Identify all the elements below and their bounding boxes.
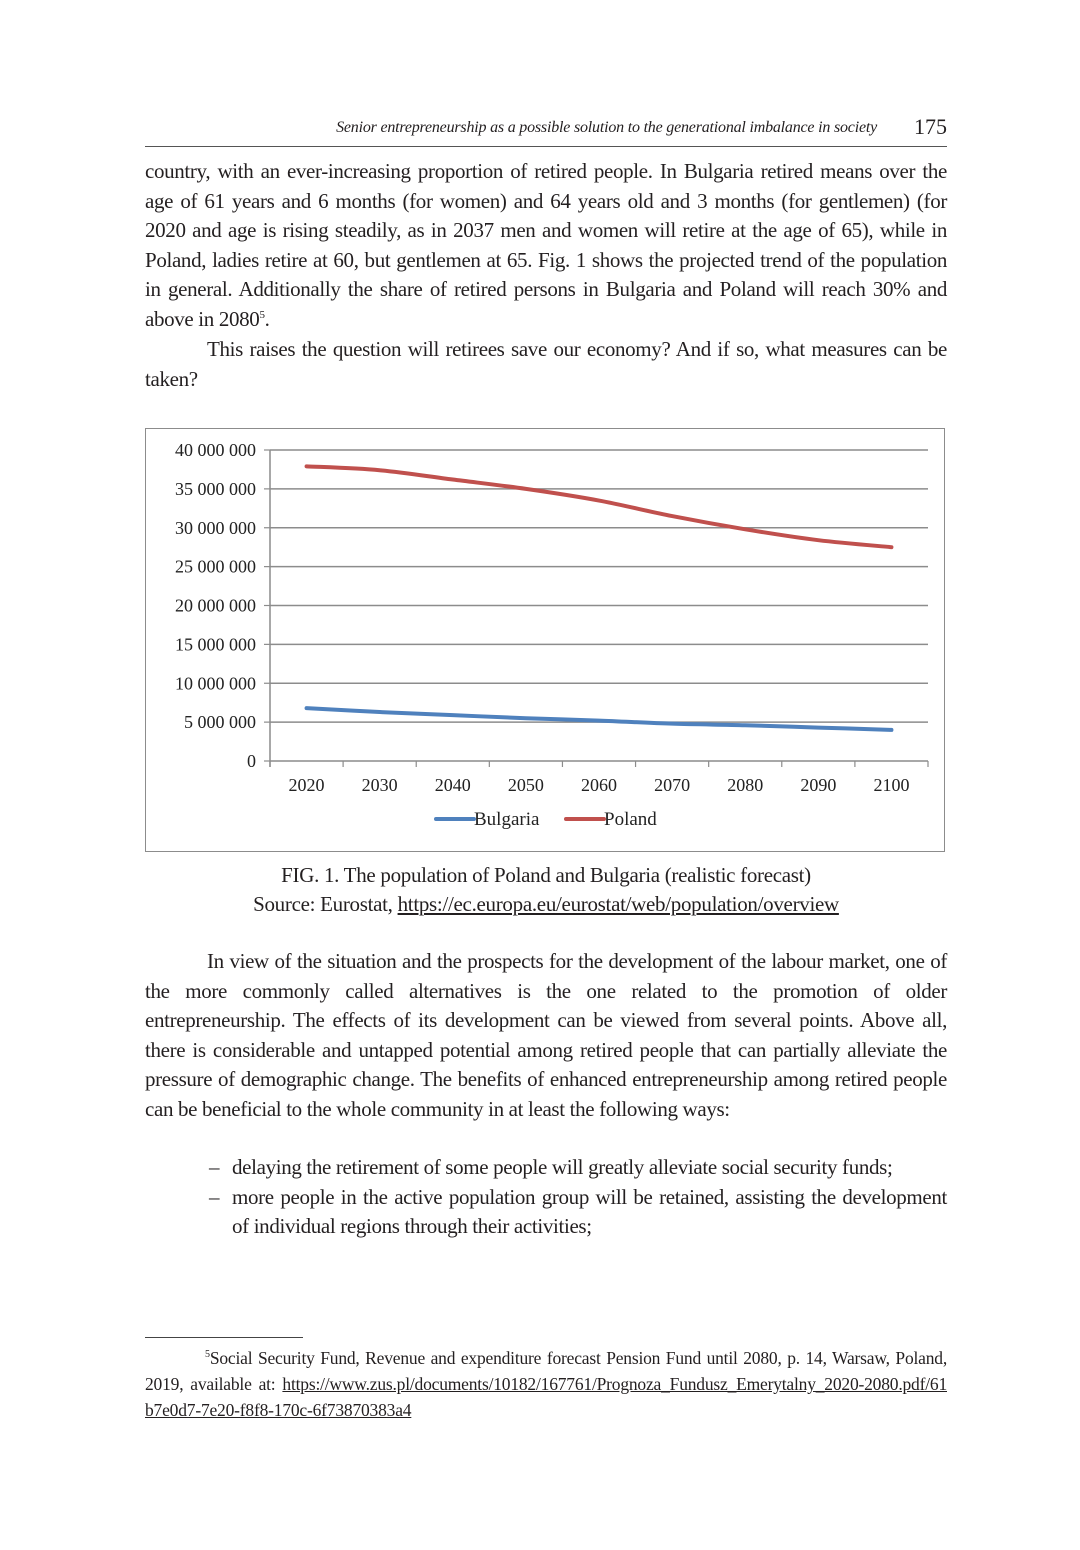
list-dash: – <box>209 1184 220 1209</box>
list-dash: – <box>209 1155 220 1179</box>
y-tick-label: 30 000 000 <box>175 517 256 538</box>
x-tick-label: 2030 <box>361 775 398 795</box>
y-tick-label: 0 <box>247 751 256 771</box>
paragraph-3: In view of the situation and the prospects for the development of the labour market, one of the more commonly called alternatives is the one related to the promotion of older entrepreneurship. The effects of its development can be viewed from several points. Above all, there is considerable and untapped potential among retired people that can partially alleviate the pressure of demographic change. The benefits of enhanced entrepreneurship among retired people can be beneficial to the whole community in at least the following ways: <box>145 949 947 1121</box>
paragraph-1-tail: . <box>264 306 270 331</box>
figure-caption: FIG. 1. The population of Poland and Bulgaria (realistic forecast) <box>281 863 811 887</box>
source-prefix: Source: Eurostat, <box>253 892 398 916</box>
source-link[interactable]: https://ec.europa.eu/eurostat/web/population/overview <box>397 892 839 916</box>
list-item-text: delaying the retirement of some people will greatly alleviate social security funds; <box>232 1155 893 1179</box>
x-tick-label: 2100 <box>873 775 910 795</box>
footnote-divider <box>145 1337 303 1338</box>
page-number: 175 <box>914 114 947 139</box>
running-header <box>145 116 947 147</box>
figure-source <box>145 890 947 919</box>
y-tick-label: 10 000 000 <box>175 673 256 694</box>
y-tick-label: 15 000 000 <box>175 634 256 655</box>
legend-label-poland: Poland <box>604 809 657 830</box>
series-line-bulgaria <box>307 708 892 730</box>
footnote-link[interactable]: https://www.zus.pl/documents/10182/167761/Prognoza_Fundusz_Emerytalny_2020-2080.pdf/61b7e0d7-7e20-f8f8-170c-6f73870383a4 <box>145 1374 947 1420</box>
paragraph-1-text: country, with an ever-increasing proportion of retired people. In Bulgaria retired means over the age of 61 years and 6 months (for women) and 64 years old and 3 months (for gentlemen) (for 2020 and age is rising steadily, as in 2037 men and women will retire at the age of 65), while in Poland, ladies retire at 60, but gentlemen at 65. Fig. 1 shows the projected trend of the population in general. Additionally the share of retired persons in Bulgaria and Poland will reach 30% and above in 2080 <box>145 159 947 331</box>
y-tick-label: 35 000 000 <box>175 478 256 499</box>
figure-1-chart <box>145 428 945 852</box>
footnote-5 <box>145 1345 947 1423</box>
paragraph-1 <box>145 157 947 334</box>
x-tick-label: 2090 <box>800 775 837 795</box>
legend-label-bulgaria: Bulgaria <box>474 809 540 830</box>
x-tick-label: 2080 <box>727 775 764 795</box>
x-tick-label: 2040 <box>434 775 471 795</box>
paragraph-2: This raises the question will retirees save our economy? And if so, what measures can be taken? <box>145 337 947 391</box>
running-title: Senior entrepreneurship as a possible solution to the generational imbalance in society <box>336 119 877 136</box>
list-item <box>145 1183 947 1242</box>
footnote-ref-5[interactable]: 5 <box>259 308 265 321</box>
y-tick-label: 25 000 000 <box>175 556 256 577</box>
footnote-text: Social Security Fund, Revenue and expenditure forecast Pension Fund until 2080, p. 14, Warsaw, Poland, 2019, available at: <box>145 1348 947 1394</box>
x-tick-label: 2060 <box>581 775 617 795</box>
y-tick-label: 20 000 000 <box>175 595 256 616</box>
y-tick-label: 40 000 000 <box>175 440 256 460</box>
x-tick-label: 2020 <box>288 775 325 795</box>
x-tick-label: 2050 <box>507 775 544 795</box>
footnote-number: 5 <box>205 1349 210 1361</box>
list-item-text: more people in the active population group will be retained, assisting the development of individual regions through their activities; <box>232 1184 947 1238</box>
list-item <box>145 1153 947 1183</box>
line-chart <box>146 429 946 853</box>
series-line-poland <box>307 466 892 547</box>
benefits-list <box>145 1153 947 1242</box>
x-tick-label: 2070 <box>654 775 691 795</box>
y-tick-label: 5 000 000 <box>184 712 256 733</box>
